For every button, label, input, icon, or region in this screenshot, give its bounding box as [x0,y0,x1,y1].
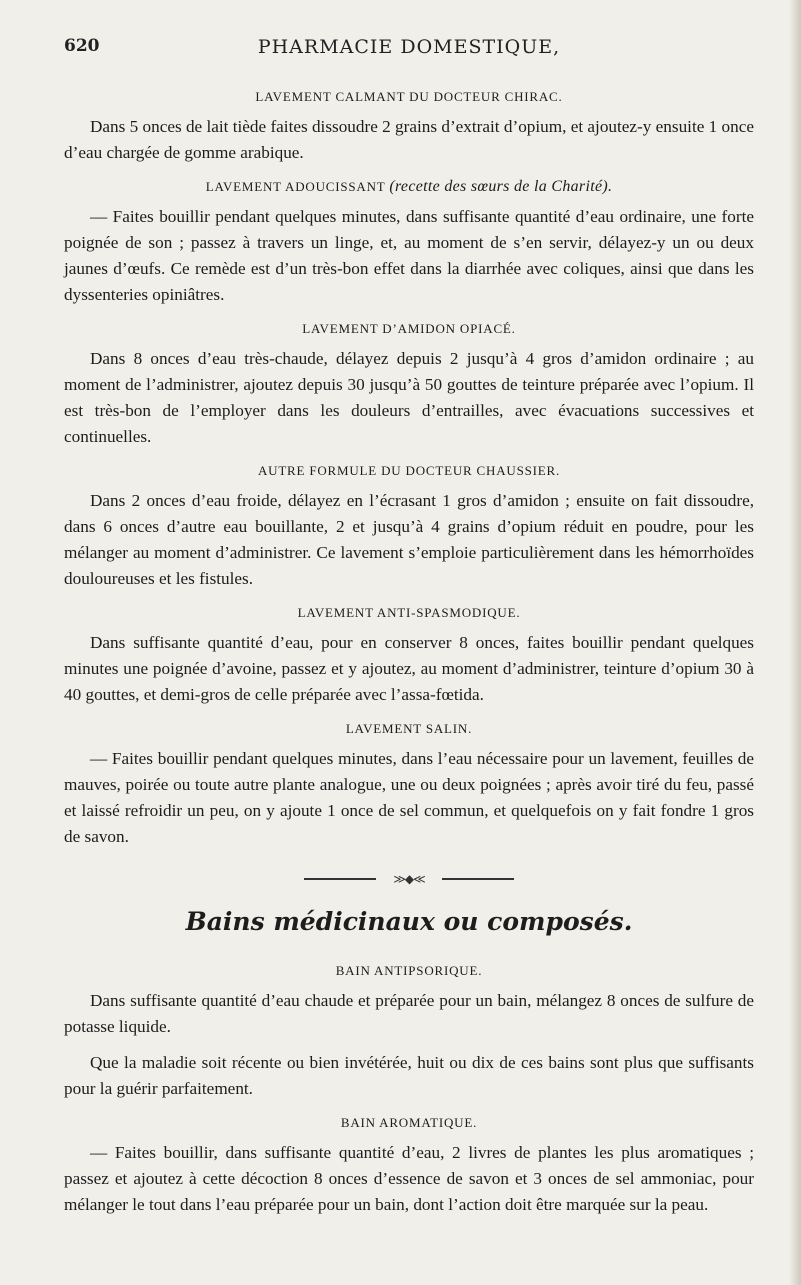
divider-ornament-icon: ≫◆≪ [393,872,425,886]
recipe-paragraph: — Faites bouillir pendant quelques minutes, dans suffisante quantité d’eau ordinaire, une forte poignée de son ; passez à travers un linge, et, au moment de s’en servir, délayez-y un ou deux jaunes d’œufs. Ce remède est d’un très-bon effet dans la diarrhée avec coliques, ainsi que dans les dyssenteries opiniâtres. [64,207,754,304]
bath-paragraph: Que la maladie soit récente ou bien invétérée, huit ou dix de ces bains sont plus que suffisants pour la guérir parfaitement. [64,1053,754,1098]
recipe-paragraph: — Faites bouillir pendant quelques minutes, dans l’eau nécessaire pour un lavement, feuilles de mauves, poirée ou toute autre plante analogue, une ou deux poignées ; après avoir tiré du feu, passé et laissé refroidir un peu, on y ajoute 1 once de sel commun, et quelquefois on y fait fondre 1 gros de savon. [64,749,754,846]
bath-paragraph: — Faites bouillir, dans suffisante quantité d’eau, 2 livres de plantes les plus aromatiques ; passez et ajoutez à cette décoction 8 onces d’essence de savon et 3 onces de sel ammoniac, pour mélanger le tout dans l’eau préparée pour un bain, dont l’action doit être marquée sur la peau. [64,1143,754,1214]
recipe-paragraph: Dans 5 onces de lait tiède faites dissoudre 2 grains d’extrait d’opium, et ajoutez-y ensuite 1 once d’eau chargée de gomme arabique. [64,117,754,162]
running-head [64,36,754,66]
bath-heading: BAIN AROMATIQUE. [340,1115,478,1130]
recipe-heading: LAVEMENT CALMANT DU DOCTEUR CHIRAC. [255,89,563,104]
divider-line-right [442,878,514,880]
section-title: Bains médicinaux ou composés. [185,907,633,936]
recipe-paragraph: Dans 2 onces d’eau froide, délayez en l’écrasant 1 gros d’amidon ; ensuite on fait dissoudre, dans 6 onces d’autre eau bouillante, 2 et jusqu’à 4 grains d’opium réduit en poudre, pour les mélanger au moment d’administrer. Ce lavement s’emploie particulièrement dans les hémorrhoïdes douloureuses et les fistules. [64,491,754,588]
recipe-heading: LAVEMENT ANTI-SPASMODIQUE. [297,605,521,620]
recipe-heading: LAVEMENT SALIN. [345,721,473,736]
recipe-heading: AUTRE FORMULE DU DOCTEUR CHAUSSIER. [257,463,561,478]
running-title: PHARMACIE DOMESTIQUE, [257,36,561,58]
heading-italic-note: (recette des sœurs de la Charité). [389,178,613,195]
recipe-heading: LAVEMENT D’AMIDON OPIACÉ. [302,321,516,336]
page-content [64,86,754,1228]
recipe-heading [64,176,754,198]
ornamental-divider [304,872,514,886]
heading-text: LAVEMENT ADOUCISSANT [205,179,386,194]
recipe-paragraph: Dans suffisante quantité d’eau, pour en conserver 8 onces, faites bouillir pendant quelques minutes une poignée d’avoine, passez et y ajoutez, au moment d’administrer, teinture d’opium 30 à 40 gouttes, et demi-gros de celle préparée avec l’assa-fœtida. [64,633,754,704]
bath-paragraph: Dans suffisante quantité d’eau chaude et préparée pour un bain, mélangez 8 onces de sulfure de potasse liquide. [64,991,754,1036]
recipe-paragraph: Dans 8 onces d’eau très-chaude, délayez depuis 2 jusqu’à 4 gros d’amidon ordinaire ; au moment de l’administrer, ajoutez depuis 30 jusqu’à 50 gouttes de teinture préparée avec l’opium. Il est très-bon de l’employer dans les douleurs d’entrailles, avec évacuations successives et continuelles. [64,349,754,446]
page-number: 620 [64,36,100,56]
divider-line-left [304,878,376,880]
bath-heading: BAIN ANTIPSORIQUE. [335,963,483,978]
page-spine-shadow [789,0,801,1285]
